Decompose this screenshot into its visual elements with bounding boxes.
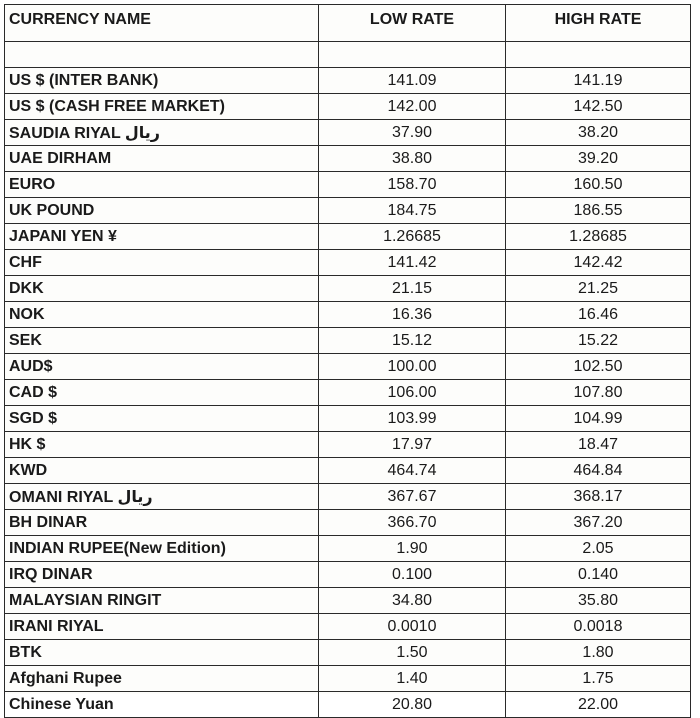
table-row (5, 198, 691, 224)
currency-name-cell: EURO (5, 172, 319, 198)
table-body (5, 42, 691, 718)
currency-name-cell: US $ (INTER BANK) (5, 68, 319, 94)
high-rate-cell: 1.75 (506, 666, 691, 692)
currency-name-cell: BH DINAR (5, 510, 319, 536)
currency-name-cell: INDIAN RUPEE(New Edition) (5, 536, 319, 562)
table-row (5, 172, 691, 198)
table-row (5, 588, 691, 614)
high-rate-cell: 22.00 (506, 692, 691, 718)
low-rate-cell: 34.80 (319, 588, 506, 614)
table-row (5, 328, 691, 354)
high-rate-cell: 0.140 (506, 562, 691, 588)
high-rate-cell: 464.84 (506, 458, 691, 484)
table-row (5, 302, 691, 328)
high-rate-cell: 142.50 (506, 94, 691, 120)
high-rate-cell: 18.47 (506, 432, 691, 458)
high-rate-cell: 2.05 (506, 536, 691, 562)
currency-name-cell: NOK (5, 302, 319, 328)
low-rate-cell: 184.75 (319, 198, 506, 224)
low-rate-cell: 38.80 (319, 146, 506, 172)
table-row (5, 562, 691, 588)
header-high-rate: HIGH RATE (506, 5, 691, 42)
table-row (5, 640, 691, 666)
currency-name-cell: MALAYSIAN RINGIT (5, 588, 319, 614)
table-row (5, 276, 691, 302)
currency-name-cell: SGD $ (5, 406, 319, 432)
table-row (5, 614, 691, 640)
table-row (5, 224, 691, 250)
low-rate-cell: 106.00 (319, 380, 506, 406)
table-row (5, 484, 691, 510)
currency-name-cell: JAPANI YEN ¥ (5, 224, 319, 250)
high-rate-cell: 102.50 (506, 354, 691, 380)
currency-name-cell: KWD (5, 458, 319, 484)
high-rate-cell: 38.20 (506, 120, 691, 146)
table-row (5, 94, 691, 120)
low-rate-cell: 1.40 (319, 666, 506, 692)
table-row (5, 406, 691, 432)
high-rate-cell: 0.0018 (506, 614, 691, 640)
high-rate-cell: 104.99 (506, 406, 691, 432)
blank-cell (319, 42, 506, 68)
low-rate-cell: 103.99 (319, 406, 506, 432)
high-rate-cell: 142.42 (506, 250, 691, 276)
high-rate-cell: 367.20 (506, 510, 691, 536)
currency-name-cell: SEK (5, 328, 319, 354)
rate-sheet (4, 4, 690, 713)
table-row (5, 146, 691, 172)
currency-name-cell: HK $ (5, 432, 319, 458)
low-rate-cell: 366.70 (319, 510, 506, 536)
high-rate-cell: 35.80 (506, 588, 691, 614)
low-rate-cell: 17.97 (319, 432, 506, 458)
low-rate-cell: 141.09 (319, 68, 506, 94)
high-rate-cell: 16.46 (506, 302, 691, 328)
low-rate-cell: 464.74 (319, 458, 506, 484)
currency-name-cell: Afghani Rupee (5, 666, 319, 692)
table-row (5, 510, 691, 536)
low-rate-cell: 142.00 (319, 94, 506, 120)
low-rate-cell: 141.42 (319, 250, 506, 276)
high-rate-cell: 21.25 (506, 276, 691, 302)
high-rate-cell: 160.50 (506, 172, 691, 198)
low-rate-cell: 15.12 (319, 328, 506, 354)
currency-name-cell: SAUDIA RIYAL ریال (5, 120, 319, 146)
high-rate-cell: 186.55 (506, 198, 691, 224)
table-row (5, 68, 691, 94)
high-rate-cell: 1.28685 (506, 224, 691, 250)
currency-name-cell: OMANI RIYAL ریال (5, 484, 319, 510)
table-row (5, 380, 691, 406)
high-rate-cell: 1.80 (506, 640, 691, 666)
high-rate-cell: 15.22 (506, 328, 691, 354)
low-rate-cell: 0.0010 (319, 614, 506, 640)
currency-name-cell: UK POUND (5, 198, 319, 224)
currency-name-cell: IRANI RIYAL (5, 614, 319, 640)
low-rate-cell: 1.90 (319, 536, 506, 562)
low-rate-cell: 367.67 (319, 484, 506, 510)
table-row (5, 120, 691, 146)
low-rate-cell: 16.36 (319, 302, 506, 328)
table-header (5, 5, 691, 42)
low-rate-cell: 1.50 (319, 640, 506, 666)
table-row (5, 458, 691, 484)
low-rate-cell: 100.00 (319, 354, 506, 380)
currency-name-cell: US $ (CASH FREE MARKET) (5, 94, 319, 120)
header-row (5, 5, 691, 42)
table-row (5, 666, 691, 692)
low-rate-cell: 0.100 (319, 562, 506, 588)
low-rate-cell: 20.80 (319, 692, 506, 718)
header-low-rate: LOW RATE (319, 5, 506, 42)
currency-name-cell: CAD $ (5, 380, 319, 406)
blank-cell (5, 42, 319, 68)
low-rate-cell: 21.15 (319, 276, 506, 302)
currency-name-cell: UAE DIRHAM (5, 146, 319, 172)
header-currency-name: CURRENCY NAME (5, 5, 319, 42)
high-rate-cell: 141.19 (506, 68, 691, 94)
currency-name-cell: DKK (5, 276, 319, 302)
table-row (5, 354, 691, 380)
table-row (5, 250, 691, 276)
high-rate-cell: 368.17 (506, 484, 691, 510)
currency-name-cell: IRQ DINAR (5, 562, 319, 588)
currency-name-cell: Chinese Yuan (5, 692, 319, 718)
low-rate-cell: 158.70 (319, 172, 506, 198)
currency-name-cell: CHF (5, 250, 319, 276)
currency-name-cell: AUD$ (5, 354, 319, 380)
high-rate-cell: 39.20 (506, 146, 691, 172)
blank-row (5, 42, 691, 68)
currency-rates-table (4, 4, 691, 718)
table-row (5, 536, 691, 562)
table-row (5, 692, 691, 718)
blank-cell (506, 42, 691, 68)
table-row (5, 432, 691, 458)
low-rate-cell: 37.90 (319, 120, 506, 146)
currency-name-cell: BTK (5, 640, 319, 666)
high-rate-cell: 107.80 (506, 380, 691, 406)
low-rate-cell: 1.26685 (319, 224, 506, 250)
